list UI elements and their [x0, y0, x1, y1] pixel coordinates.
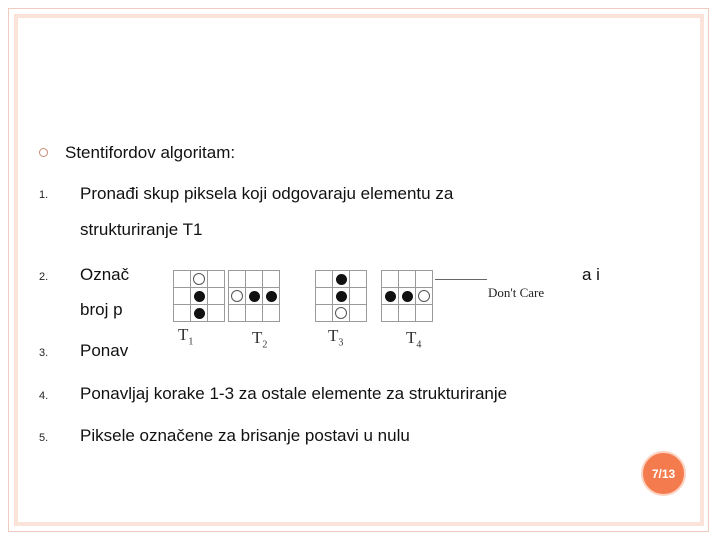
page-indicator-badge: 7/13 [641, 451, 686, 496]
slide-heading: Stentifordov algoritam: [65, 143, 236, 162]
foreground-pixel-icon [385, 291, 396, 302]
item-2-text-start: Označ [80, 265, 130, 284]
foreground-pixel-icon [402, 291, 413, 302]
foreground-pixel-icon [194, 308, 205, 319]
item-2-number: 2. [39, 271, 49, 283]
dont-care-circle-icon [418, 290, 430, 302]
dont-care-pointer-line [435, 279, 465, 280]
dont-care-circle-icon [231, 290, 243, 302]
item-3-number: 3. [39, 347, 49, 359]
circle-bullet-icon [39, 148, 48, 157]
item-4-text: Ponavljaj korake 1-3 za ostale elemente za strukturiranje [80, 384, 508, 403]
dont-care-pointer-line-ext [465, 279, 487, 280]
item-1-number: 1. [39, 189, 49, 201]
label-t2: $T_2$ [252, 328, 268, 351]
label-t1: $T_1$ [178, 325, 194, 348]
dont-care-label: Don't Care [488, 285, 545, 300]
foreground-pixel-icon [194, 291, 205, 302]
item-5-number: 5. [39, 432, 49, 444]
foreground-pixel-icon [249, 291, 260, 302]
dont-care-circle-icon [335, 307, 347, 319]
structuring-elements-figure [145, 262, 465, 349]
item-1-text-line2: strukturiranje T1 [80, 220, 203, 238]
label-t3: $T_3$ [328, 326, 344, 349]
foreground-pixel-icon [336, 274, 347, 285]
item-2-text-end: a i [582, 265, 600, 284]
foreground-pixel-icon [336, 291, 347, 302]
dont-care-circle-icon [193, 273, 205, 285]
item-4-number: 4. [39, 390, 49, 402]
item-1-text: Pronađi skup piksela koji odgovaraju elementu za [80, 184, 454, 203]
foreground-pixel-icon [266, 291, 277, 302]
item-3-text: Ponav [80, 341, 129, 360]
item-5-text: Piksele označene za brisanje postavi u nulu [80, 426, 410, 445]
item-2-text-line2: broj p [80, 300, 123, 319]
label-t4: $T_4$ [406, 328, 422, 351]
